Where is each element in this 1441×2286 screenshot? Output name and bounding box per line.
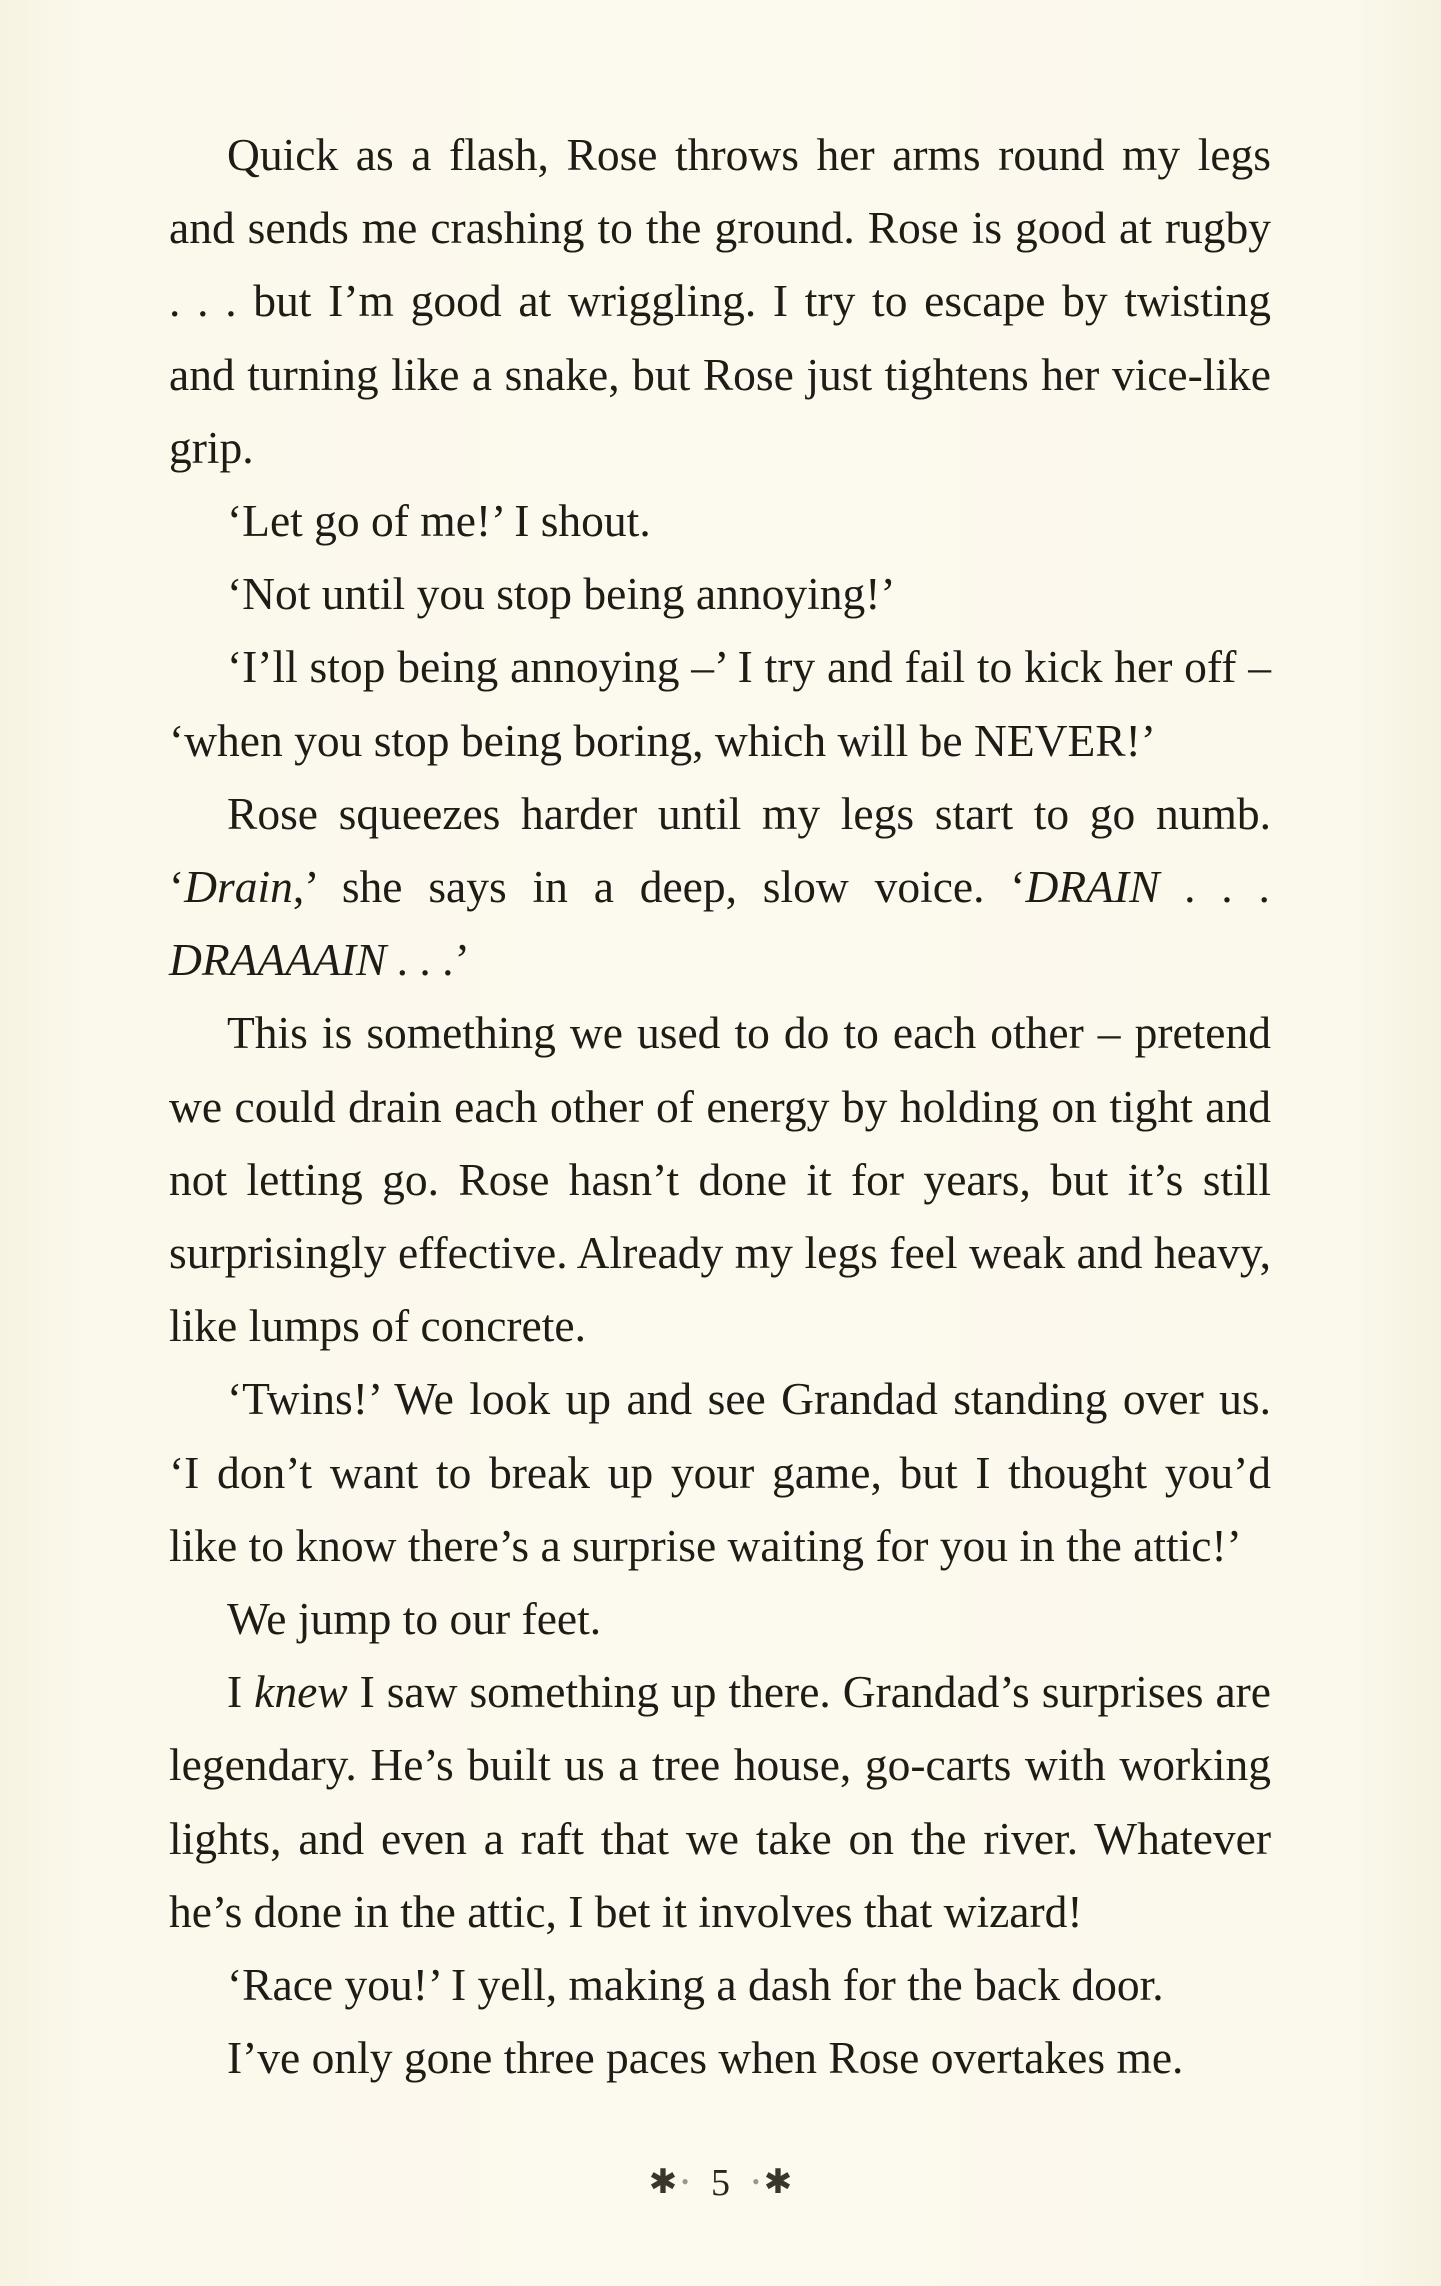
paragraph: ‘Race you!’ I yell, making a dash for the back door. bbox=[227, 1959, 1164, 2011]
page-footer bbox=[0, 2157, 1441, 2208]
paragraph: I’ve only gone three paces when Rose overtakes me. bbox=[227, 2032, 1184, 2084]
page-number: 5 bbox=[711, 2162, 730, 2204]
paragraph: ‘Twins!’ We look up and see Grandad standing over us. ‘I don’t want to break up your game, but I thought you’d like to know there’s a surprise waiting for you in the attic!’ bbox=[169, 1373, 1271, 1571]
paragraph: Rose squeezes harder until my legs start to go numb. ‘Drain,’ she says in a deep, slow voice. ‘DRAIN . . . DRAAAAIN . . .’ bbox=[169, 787, 1271, 986]
paragraph: ‘Not until you stop being annoying!’ bbox=[227, 568, 896, 620]
star-ornament-icon: ✱ bbox=[763, 2164, 793, 2201]
paragraph: This is something we used to do to each other – pretend we could drain each other of energy by holding on tight and not letting go. Rose hasn’t done it for years, but it’s still surprisingly effective. Already my legs feel weak and heavy, like lumps of concrete. bbox=[169, 1007, 1271, 1352]
paragraph: ‘Let go of me!’ I shout. bbox=[227, 495, 651, 547]
body-text bbox=[169, 118, 1271, 2094]
paragraph: ‘I’ll stop being annoying –’ I try and fail to kick her off – ‘when you stop being boring, which will be NEVER!’ bbox=[169, 641, 1271, 766]
dot-ornament-icon: • bbox=[681, 2169, 689, 2194]
star-ornament-icon: ✱ bbox=[648, 2164, 678, 2201]
paragraph: Quick as a flash, Rose throws her arms round my legs and sends me crashing to the ground. Rose is good at rugby . . . but I’m good at wriggling. I try to escape by twisting and turning like a snake, but Rose just tightens her vice-like grip. bbox=[169, 129, 1271, 473]
paragraph: I knew I saw something up there. Grandad’s surprises are legendary. He’s built us a tree house, go-carts with working lights, and even a raft that we take on the river. Whatever he’s done in the attic, I bet it involves that wizard! bbox=[169, 1666, 1271, 1937]
dot-ornament-icon: • bbox=[752, 2169, 760, 2194]
paragraph: We jump to our feet. bbox=[227, 1593, 602, 1645]
